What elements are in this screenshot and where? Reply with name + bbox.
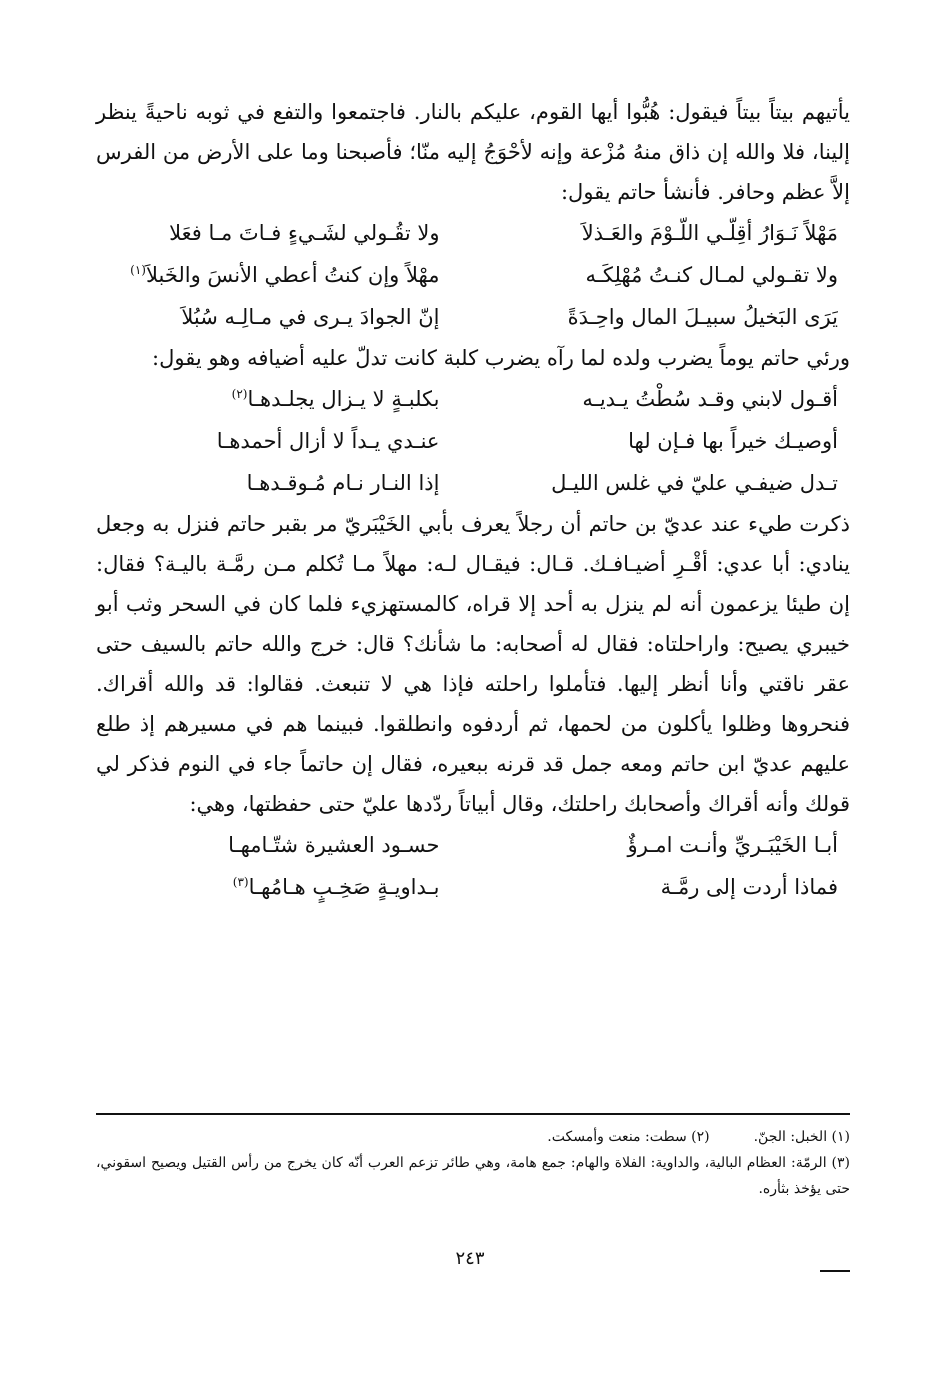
page-corner-dash xyxy=(820,1270,850,1272)
verse-second-hemistich: ولا تقُـولي لشَـيءٍ فـاتَ مـا فعَلا xyxy=(169,221,440,245)
footnote-marker: (١) xyxy=(130,263,146,277)
poem-3 xyxy=(96,824,850,908)
verse-first-hemistich: تـدل ضيفـي عليّ في غلس الليـل xyxy=(551,471,838,495)
poem-1 xyxy=(96,212,850,338)
footnote-marker: (٢) xyxy=(231,387,248,401)
verse-second-hemistich: بكلبـةٍ لا يـزال يجلـدهـا$^{(٢)}$ xyxy=(231,387,440,411)
footnote-row xyxy=(96,1124,850,1150)
verse-first-hemistich: أبـا الخَيْبَـريِّ وأنـت امـرؤٌ xyxy=(627,833,838,857)
verse xyxy=(96,212,850,254)
verse-second-hemistich: إنّ الجوادَ يـرى في مـالِـه سُبُلاَ xyxy=(181,305,440,329)
page-number: ٢٤٣ xyxy=(455,1248,485,1269)
verse-first-hemistich: أوصيـك خيراً بها فـإن لها xyxy=(628,429,838,453)
paragraph-3: ذكرت طيء عند عديّ بن حاتم أن رجلاً يعرف بأبي الخَيْبَريّ مر بقبر حاتم فنزل به وجعل ينادي: أبا عدي: أقْـرِ أضيـافـك. قـال: فيقـال لـه: مهلاً مـا تُكلم مـن رمَّـة باليـة؟ فقال: إن طيئا يزعمون أنه لم ينزل به أحد إلا قراه، كالمستهزيء فلما كان في السحر وثب أبو خيبري يصيح: واراحلتاه: فقال له أصحابه: ما شأنك؟ قال: خرج والله حاتم بالسيف حتى عقر ناقتي وأنا أنظر إليها. فتأملوا راحلته فإذا هي لا تنبعث. فقالوا: قد والله أقراك. فنحروها وظلوا يأكلون من لحمها، ثم أردفوه وانطلقوا. فبينما هم في مسيرهم إذ طلع عليهم عديّ ابن حاتم ومعه جمل قد قرنه ببعيره، فقال إن حاتماً جاء في النوم فذكر لي قولك وأنه أقراك وأصحابك راحلتك، وقال أبياتاً ردّدها عليّ حتى حفظتها، وهي: xyxy=(96,512,850,816)
footnote-marker: (٣) xyxy=(232,875,249,889)
verse-first-hemistich: مَهْلاً نَـوَارُ أقِلّـي اللّـوْمَ والعَـذلاَ xyxy=(581,221,838,245)
footnotes xyxy=(96,1124,850,1202)
verse-second-hemistich: إذا النـار نـام مُـوقـدهـا xyxy=(246,471,440,495)
paragraph-2: ورئي حاتم يوماً يضرب ولده لما رآه يضرب كلبة كانت تدلّ عليه أضيافه وهو يقول: xyxy=(152,346,850,370)
page-body xyxy=(96,92,850,908)
verse xyxy=(96,254,850,296)
footnote-divider xyxy=(96,1113,850,1115)
paragraph-1: يأتيهم بيتاً بيتاً فيقول: هُبُّوا أيها القوم، عليكم بالنار. فاجتمعوا والتفع في ثوبه ناحيةً ينظر إلينا، فلا والله إن ذاق منهُ مُزْعة وإنه لأحْوَجُ إليه منّا؛ فأصبحنا وما على الأرض من الفرس إلاَّ عظم وحافر. فأنشأ حاتم يقول: xyxy=(96,100,850,204)
verse-first-hemistich: ولا تقـولي لمـال كنـتُ مُهْلِكَـه xyxy=(585,263,838,287)
footnote-3: (٣) الرمّة: العظام البالية، والداوية: الفلاة والهام: جمع هامة، وهي طائر تزعم العرب أنّه كان يخرج من رأس القتيل ويصيح اسقوني، حتى يؤخذ بثأره. xyxy=(96,1155,850,1197)
poem-2 xyxy=(96,378,850,504)
verse xyxy=(96,824,850,866)
verse xyxy=(96,866,850,908)
verse xyxy=(96,296,850,338)
verse-first-hemistich: أقـول لابني وقـد سُطْتُ يـديـه xyxy=(582,387,838,411)
footnote-2: (٢) سطت: منعت وأمسكت. xyxy=(547,1129,710,1145)
verse xyxy=(96,420,850,462)
footnote-1: (١) الخبل: الجنّ. xyxy=(753,1129,850,1145)
verse-second-hemistich: عنـدي يـداً لا أزال أحمدهـا xyxy=(216,429,440,453)
verse-first-hemistich: يَرَى البَخيلُ سبيـلَ المال واحِـدَةً xyxy=(567,305,838,329)
verse xyxy=(96,462,850,504)
verse-second-hemistich: بـداويـةٍ صَخِـبٍ هـامُهـا$^{(٣)}$ xyxy=(232,875,440,899)
verse xyxy=(96,378,850,420)
verse-first-hemistich: فماذا أردت إلى رمَّـة xyxy=(660,875,838,899)
verse-second-hemistich: حسـود العشيرة شتّـامهـا xyxy=(228,833,440,857)
verse-second-hemistich: مهْلاً وإن كنتُ أعطي الأنسَ والخَبلاَ$^{(١)}$ xyxy=(130,263,440,287)
